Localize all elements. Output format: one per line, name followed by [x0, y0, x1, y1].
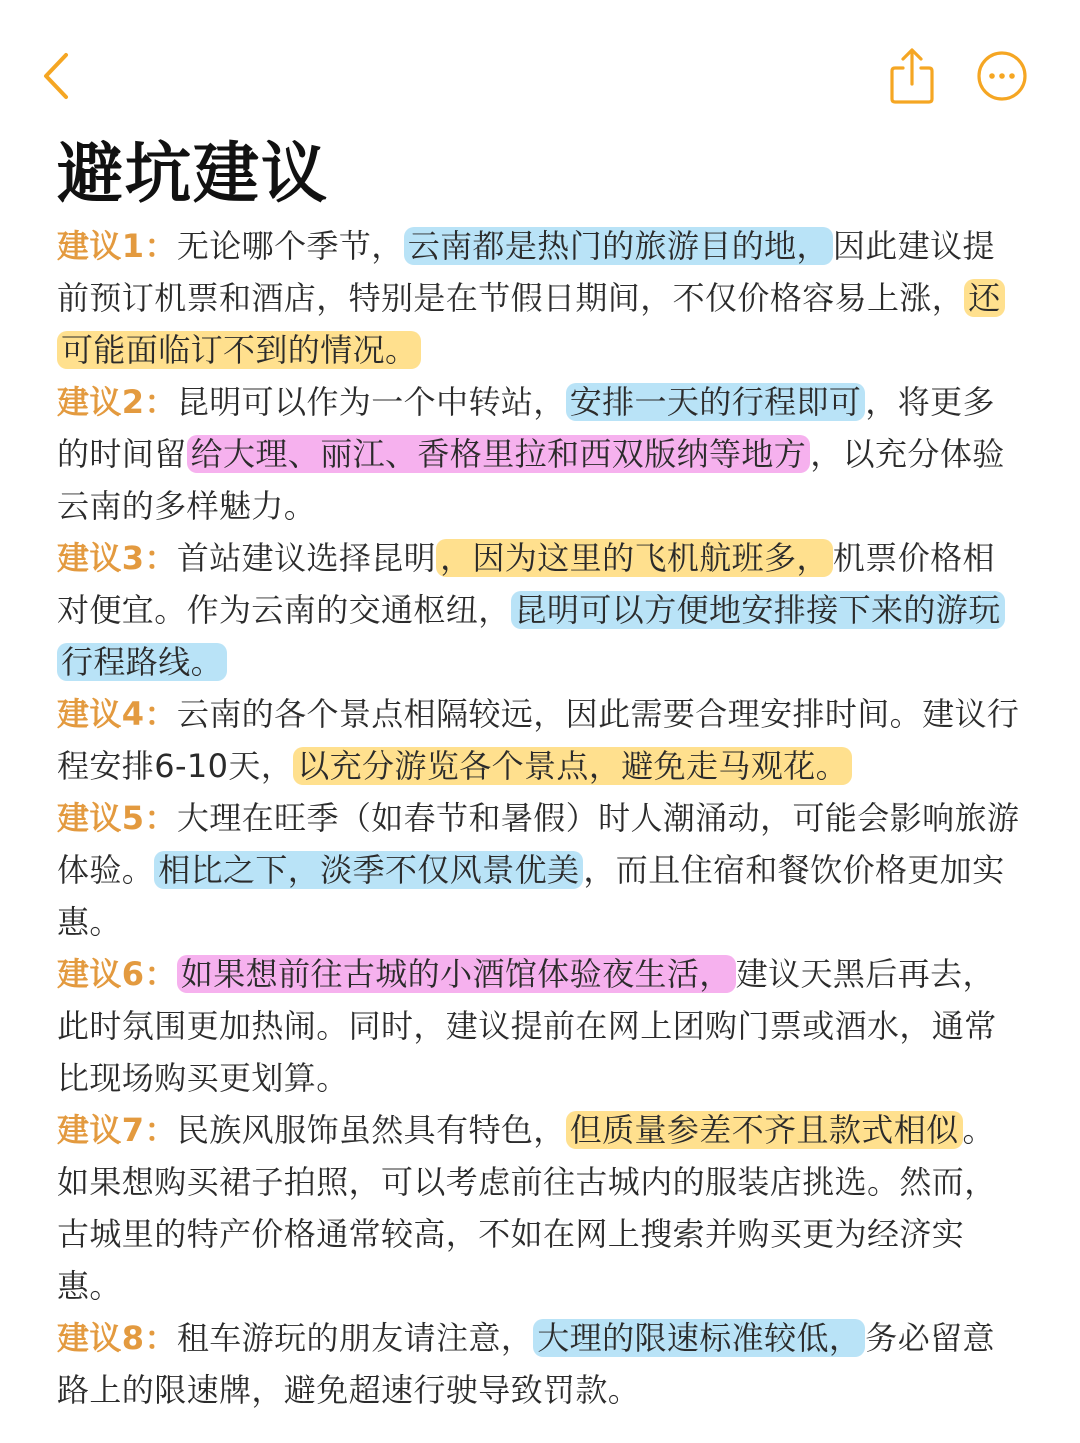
chevron-left-icon — [34, 51, 78, 101]
tip-text: 机票价格相对便宜。作为云南的交通枢纽， — [57, 539, 995, 629]
more-button[interactable] — [966, 40, 1038, 112]
tip-label: 建议4： — [57, 695, 177, 733]
highlight-pink: 如果想前往古城的小酒馆体验夜生活， — [177, 955, 736, 993]
highlight-yellow: ，因为这里的飞机航班多， — [436, 539, 833, 577]
tip-paragraph — [57, 376, 1027, 532]
tip-text: ，而且住宿和餐饮价格更加实惠。 — [57, 851, 1005, 941]
tip-label: 建议5： — [57, 799, 177, 837]
highlight-pink: 给大理、丽江、香格里拉和西双版纳等地方 — [187, 435, 811, 473]
tips-list — [57, 220, 1027, 1416]
tip-label: 建议6： — [57, 955, 177, 993]
tip-label: 建议7： — [57, 1111, 177, 1149]
tip-label: 建议3： — [57, 539, 177, 577]
tip-text: 民族风服饰虽然具有特色， — [176, 1111, 566, 1149]
tip-label: 建议8： — [57, 1319, 177, 1357]
highlight-yellow: 但质量参差不齐且款式相似 — [566, 1111, 963, 1149]
note-content — [57, 128, 1027, 1416]
top-toolbar — [0, 40, 1080, 112]
back-button[interactable] — [20, 40, 92, 112]
tip-text: 大理在旺季（如春节和暑假）时人潮涌动，可能会影响旅游体验。 — [57, 799, 1020, 889]
highlight-blue: 安排一天的行程即可 — [566, 383, 866, 421]
highlight-blue: 相比之下，淡季不仅风景优美 — [154, 851, 583, 889]
tip-text: 建议天黑后再去，此时氛围更加热闹。同时，建议提前在网上团购门票或酒水，通常比现场购买更划算。 — [57, 955, 997, 1097]
tip-paragraph — [57, 792, 1027, 948]
more-icon — [975, 49, 1029, 103]
share-icon — [888, 46, 936, 106]
highlight-yellow: 以充分游览各个景点，避免走马观花。 — [293, 747, 852, 785]
tip-paragraph — [57, 532, 1027, 688]
tip-paragraph — [57, 948, 1027, 1104]
tip-text: 云南的各个景点相隔较远，因此需要合理安排时间。建议行程安排6-10天， — [57, 695, 1020, 785]
tip-text: 务必留意路上的限速牌，避免超速行驶导致罚款。 — [57, 1319, 995, 1409]
tip-text: 。如果想购买裙子拍照，可以考虑前往古城内的服装店挑选。然而，古城里的特产价格通常较高，不如在网上搜索并购买更为经济实惠。 — [57, 1111, 997, 1305]
highlight-blue: 云南都是热门的旅游目的地， — [404, 227, 833, 265]
tip-text: 因此建议提前预订机票和酒店，特别是在节假日期间，不仅价格容易上涨， — [57, 227, 995, 317]
tip-paragraph — [57, 688, 1027, 792]
tip-paragraph — [57, 220, 1027, 376]
tip-label: 建议1： — [57, 227, 177, 265]
highlight-blue: 昆明可以方便地安排接下来的游玩行程路线。 — [57, 591, 1005, 681]
page-title: 避坑建议 — [57, 135, 329, 212]
tip-text: 昆明可以作为一个中转站， — [176, 383, 566, 421]
share-button[interactable] — [876, 40, 948, 112]
highlight-yellow: 还可能面临订不到的情况。 — [57, 279, 1005, 369]
tip-paragraph — [57, 1312, 1027, 1416]
tip-text: 首站建议选择昆明 — [176, 539, 437, 577]
tip-label: 建议2： — [57, 383, 177, 421]
tip-paragraph — [57, 1104, 1027, 1312]
tip-text: ，将更多的时间留 — [57, 383, 995, 473]
tip-text: 无论哪个季节， — [176, 227, 404, 265]
tip-text: 租车游玩的朋友请注意， — [176, 1319, 534, 1357]
highlight-blue: 大理的限速标准较低， — [533, 1319, 865, 1357]
tip-text: ，以充分体验云南的多样魅力。 — [57, 435, 1005, 525]
